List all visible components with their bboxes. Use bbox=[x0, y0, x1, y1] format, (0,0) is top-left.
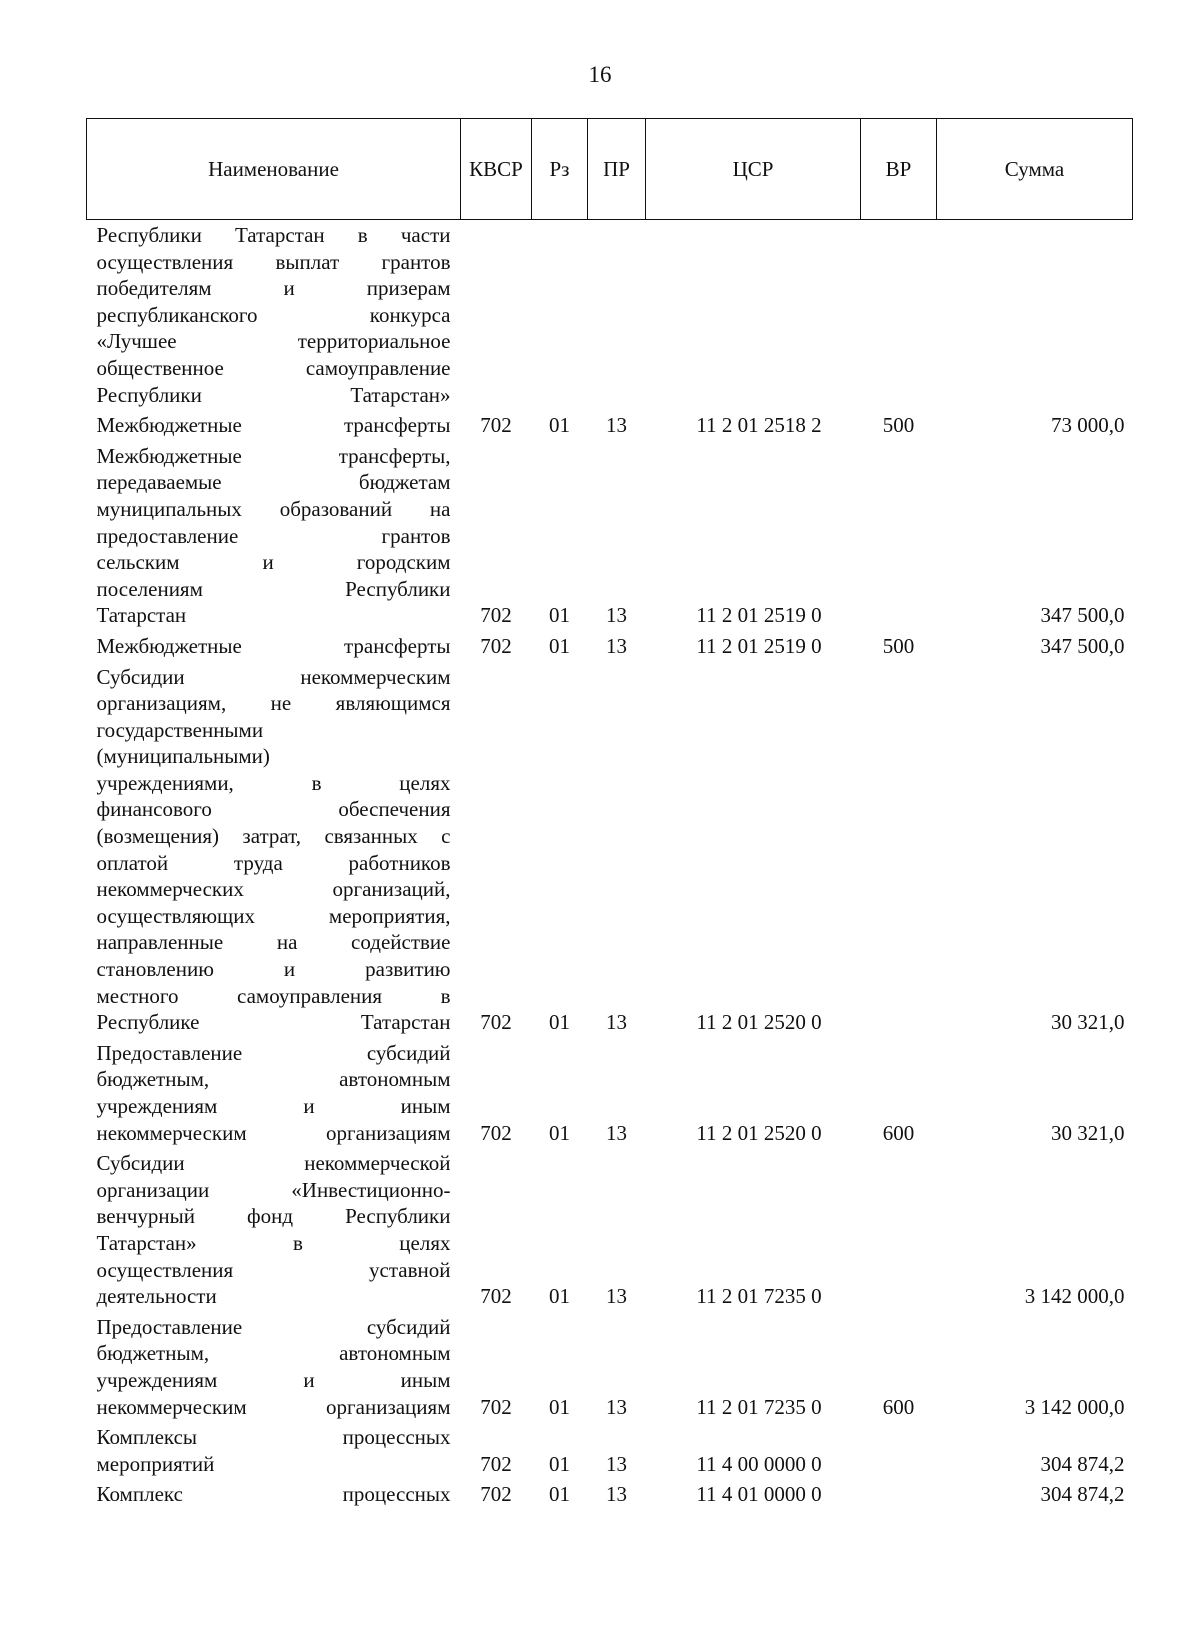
budget-table bbox=[86, 118, 1133, 1510]
cell-name bbox=[87, 1479, 461, 1510]
name-line: венчурный фонд Республики bbox=[96, 1204, 451, 1229]
table-row bbox=[87, 1312, 1133, 1422]
cell-vr bbox=[861, 1479, 937, 1510]
cell-rz: 01 bbox=[549, 633, 570, 658]
cell-rz bbox=[532, 220, 588, 411]
cell-name bbox=[87, 1038, 461, 1148]
table-row bbox=[87, 441, 1133, 631]
name-line: Межбюджетные трансферты bbox=[96, 633, 451, 658]
name-line: Субсидии некоммерческим bbox=[96, 664, 451, 689]
name-line: муниципальных образований на bbox=[96, 496, 451, 521]
cell-pr: 13 bbox=[606, 1482, 627, 1507]
cell-sum: 3 142 000,0 bbox=[1024, 1284, 1125, 1309]
name-line: государственными bbox=[96, 717, 264, 742]
header-kvsr: КВСР bbox=[461, 119, 532, 220]
name-line: Субсидии некоммерческой bbox=[96, 1151, 451, 1176]
name-line: Республики Татарстан в части bbox=[96, 223, 451, 247]
cell-pr: 13 bbox=[606, 1284, 627, 1309]
header-pr: ПР bbox=[588, 119, 646, 220]
cell-vr bbox=[861, 662, 937, 1038]
name-line: мероприятий bbox=[96, 1451, 215, 1476]
table-row bbox=[87, 631, 1133, 662]
cell-rz: 01 bbox=[549, 1120, 570, 1145]
cell-kvsr: 702 bbox=[480, 1284, 512, 1309]
cell-csr: 11 2 01 2518 2 bbox=[696, 413, 822, 438]
header-csr: ЦСР bbox=[646, 119, 861, 220]
cell-csr: 11 2 01 7235 0 bbox=[696, 1394, 822, 1419]
name-line: бюджетным, автономным bbox=[96, 1067, 451, 1092]
cell-vr: 600 bbox=[882, 1120, 915, 1145]
name-line: оплатой труда работников bbox=[96, 850, 451, 875]
table-row bbox=[87, 1038, 1133, 1148]
cell-vr bbox=[861, 1422, 937, 1479]
name-line: финансового обеспечения bbox=[96, 797, 451, 822]
name-line: Предоставление субсидий bbox=[96, 1040, 451, 1065]
name-line: победителям и призерам bbox=[96, 276, 451, 301]
name-line: учреждениями, в целях bbox=[96, 770, 451, 795]
cell-name bbox=[87, 1148, 461, 1312]
cell-sum: 304 874,2 bbox=[1040, 1482, 1125, 1507]
cell-name bbox=[87, 220, 461, 411]
name-line: осуществления уставной bbox=[96, 1257, 451, 1282]
name-line: бюджетным, автономным bbox=[96, 1341, 451, 1366]
table-row bbox=[87, 1422, 1133, 1479]
name-line: (муниципальными) bbox=[96, 744, 270, 769]
table-row bbox=[87, 1148, 1133, 1312]
name-line: (возмещения) затрат, связанных с bbox=[96, 824, 451, 849]
name-line: «Лучшее территориальное bbox=[96, 329, 451, 354]
cell-sum: 3 142 000,0 bbox=[1024, 1394, 1125, 1419]
name-line: Татарстан bbox=[96, 603, 187, 628]
cell-csr: 11 2 01 2520 0 bbox=[696, 1010, 822, 1035]
name-line: осуществляющих мероприятия, bbox=[96, 903, 451, 928]
cell-name bbox=[87, 441, 461, 631]
cell-sum: 304 874,2 bbox=[1040, 1451, 1125, 1476]
cell-rz: 01 bbox=[549, 1451, 570, 1476]
name-line: осуществления выплат грантов bbox=[96, 249, 451, 274]
cell-csr: 11 4 01 0000 0 bbox=[696, 1482, 822, 1507]
cell-pr: 13 bbox=[606, 1120, 627, 1145]
cell-rz: 01 bbox=[549, 1010, 570, 1035]
cell-kvsr: 702 bbox=[480, 633, 512, 658]
cell-sum: 30 321,0 bbox=[1051, 1010, 1125, 1035]
cell-sum bbox=[937, 220, 1133, 411]
cell-csr bbox=[646, 220, 861, 411]
cell-pr: 13 bbox=[606, 1010, 627, 1035]
name-line: становлению и развитию bbox=[96, 957, 451, 982]
cell-rz: 01 bbox=[549, 413, 570, 438]
cell-csr: 11 4 00 0000 0 bbox=[696, 1451, 822, 1476]
cell-rz: 01 bbox=[549, 603, 570, 628]
table-row bbox=[87, 662, 1133, 1038]
name-line: учреждениям и иным bbox=[96, 1367, 451, 1392]
cell-kvsr: 702 bbox=[480, 603, 512, 628]
cell-sum: 73 000,0 bbox=[1051, 413, 1125, 438]
name-line: Межбюджетные трансферты bbox=[96, 413, 451, 438]
table-header-row bbox=[87, 119, 1133, 220]
name-line: Республики Татарстан» bbox=[96, 382, 451, 407]
cell-vr bbox=[861, 441, 937, 631]
name-line: некоммерческим организациям bbox=[96, 1394, 451, 1419]
name-line: некоммерческим организациям bbox=[96, 1120, 451, 1145]
cell-name bbox=[87, 662, 461, 1038]
cell-pr: 13 bbox=[606, 413, 627, 438]
table-body bbox=[87, 220, 1133, 1510]
header-name: Наименование bbox=[87, 119, 461, 220]
name-line: некоммерческих организаций, bbox=[96, 877, 451, 902]
cell-rz: 01 bbox=[549, 1394, 570, 1419]
cell-csr: 11 2 01 7235 0 bbox=[696, 1284, 822, 1309]
table-row bbox=[87, 410, 1133, 441]
cell-csr: 11 2 01 2520 0 bbox=[696, 1120, 822, 1145]
cell-vr: 500 bbox=[882, 413, 915, 438]
cell-rz: 01 bbox=[549, 1284, 570, 1309]
cell-csr: 11 2 01 2519 0 bbox=[696, 603, 822, 628]
name-line: организации «Инвестиционно- bbox=[96, 1177, 451, 1202]
name-line: Предоставление субсидий bbox=[96, 1314, 451, 1339]
name-line: общественное самоуправление bbox=[96, 355, 451, 380]
header-sum: Сумма bbox=[937, 119, 1133, 220]
page-number: 16 bbox=[588, 62, 612, 87]
name-line: Татарстан» в целях bbox=[96, 1230, 451, 1255]
cell-kvsr: 702 bbox=[480, 1010, 512, 1035]
cell-sum: 347 500,0 bbox=[1040, 603, 1125, 628]
name-line: Комплексы процессных bbox=[96, 1425, 451, 1450]
cell-pr bbox=[588, 220, 646, 411]
cell-pr: 13 bbox=[606, 1451, 627, 1476]
cell-csr: 11 2 01 2519 0 bbox=[696, 633, 822, 658]
cell-vr: 500 bbox=[882, 633, 915, 658]
cell-name bbox=[87, 631, 461, 662]
cell-name bbox=[87, 1422, 461, 1479]
cell-sum: 30 321,0 bbox=[1051, 1120, 1125, 1145]
cell-name bbox=[87, 410, 461, 441]
table-row bbox=[87, 1479, 1133, 1510]
cell-rz: 01 bbox=[549, 1482, 570, 1507]
name-line: предоставление грантов bbox=[96, 523, 451, 548]
cell-kvsr: 702 bbox=[480, 1394, 512, 1419]
name-line: Комплекс процессных bbox=[96, 1482, 451, 1507]
name-line: Республике Татарстан bbox=[96, 1010, 451, 1035]
cell-kvsr bbox=[461, 220, 532, 411]
name-line: сельским и городским bbox=[96, 550, 451, 575]
cell-sum: 347 500,0 bbox=[1040, 633, 1125, 658]
cell-kvsr: 702 bbox=[480, 1451, 512, 1476]
cell-pr: 13 bbox=[606, 603, 627, 628]
cell-vr bbox=[861, 220, 937, 411]
name-line: республиканского конкурса bbox=[96, 302, 451, 327]
name-line: направленные на содействие bbox=[96, 930, 451, 955]
cell-name bbox=[87, 1312, 461, 1422]
cell-vr bbox=[861, 1148, 937, 1312]
name-line: деятельности bbox=[96, 1284, 217, 1309]
name-line: поселениям Республики bbox=[96, 576, 451, 601]
cell-kvsr: 702 bbox=[480, 1120, 512, 1145]
cell-pr: 13 bbox=[606, 633, 627, 658]
cell-kvsr: 702 bbox=[480, 413, 512, 438]
name-line: организациям, не являющимся bbox=[96, 691, 451, 716]
name-line: учреждениям и иным bbox=[96, 1094, 451, 1118]
cell-vr: 600 bbox=[882, 1394, 915, 1419]
cell-kvsr: 702 bbox=[480, 1482, 512, 1507]
cell-pr: 13 bbox=[606, 1394, 627, 1419]
header-vr: ВР bbox=[861, 119, 937, 220]
name-line: передаваемые бюджетам bbox=[96, 470, 451, 495]
header-rz: Рз bbox=[532, 119, 588, 220]
name-line: Межбюджетные трансферты, bbox=[96, 443, 451, 468]
table-row bbox=[87, 220, 1133, 411]
name-line: местного самоуправления в bbox=[96, 983, 451, 1008]
